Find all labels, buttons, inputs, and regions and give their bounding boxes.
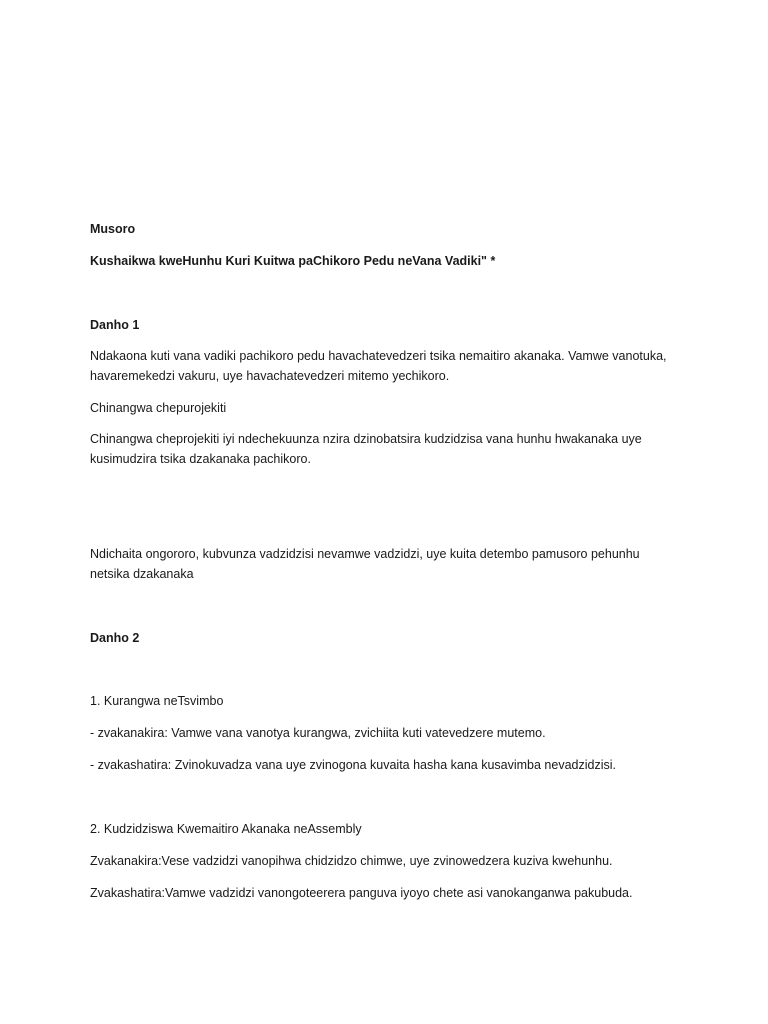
step2-item1-pro: - zvakanakira: Vamwe vana vanotya kurangwa, zvichiita kuti vatevedzere mutemo. bbox=[90, 726, 546, 740]
step2-heading: Danho 2 bbox=[90, 631, 140, 645]
step2-item2-pro: Zvakanakira:Vese vadzidzi vanopihwa chidzidzo chimwe, uye zvinowedzera kuziva kwehunhu. bbox=[90, 854, 613, 868]
step1-aim-paragraph: Chinangwa cheprojekiti iyi ndechekuunza nzira dzinobatsira kudzidzisa vana hunhu hwakanaka uye kusimudzira tsika dzakanaka pachikoro. bbox=[90, 432, 642, 466]
step1-problem-paragraph: Ndakaona kuti vana vadiki pachikoro pedu havachatevedzeri tsika nemaitiro akanaka. Vamwe vanotuka, havaremekedzi vakuru, uye havachatevedzeri mitemo yechikoro. bbox=[90, 349, 667, 383]
step1-method-paragraph: Ndichaita ongororo, kubvunza vadzidzisi nevamwe vadzidzi, uye kuita detembo pamusoro pehunhu netsika dzakanaka bbox=[90, 547, 640, 581]
step1-heading: Danho 1 bbox=[90, 318, 140, 332]
step1-aim-heading: Chinangwa chepurojekiti bbox=[90, 401, 227, 415]
step2-item1-con: - zvakashatira: Zvinokuvadza vana uye zvinogona kuvaita hasha kana kusavimba nevadzidzisi. bbox=[90, 758, 616, 772]
step2-item1-title: 1. Kurangwa neTsvimbo bbox=[90, 694, 224, 708]
step2-item2-con: Zvakashatira:Vamwe vadzidzi vanongoteerera panguva iyoyo chete asi vanokanganwa pakubuda. bbox=[90, 886, 633, 900]
heading-label: Musoro bbox=[90, 222, 136, 236]
document-title: Kushaikwa kweHunhu Kuri Kuitwa paChikoro Pedu neVana Vadiki" * bbox=[90, 254, 496, 268]
step2-item2-title: 2. Kudzidziswa Kwemaitiro Akanaka neAssembly bbox=[90, 822, 362, 836]
